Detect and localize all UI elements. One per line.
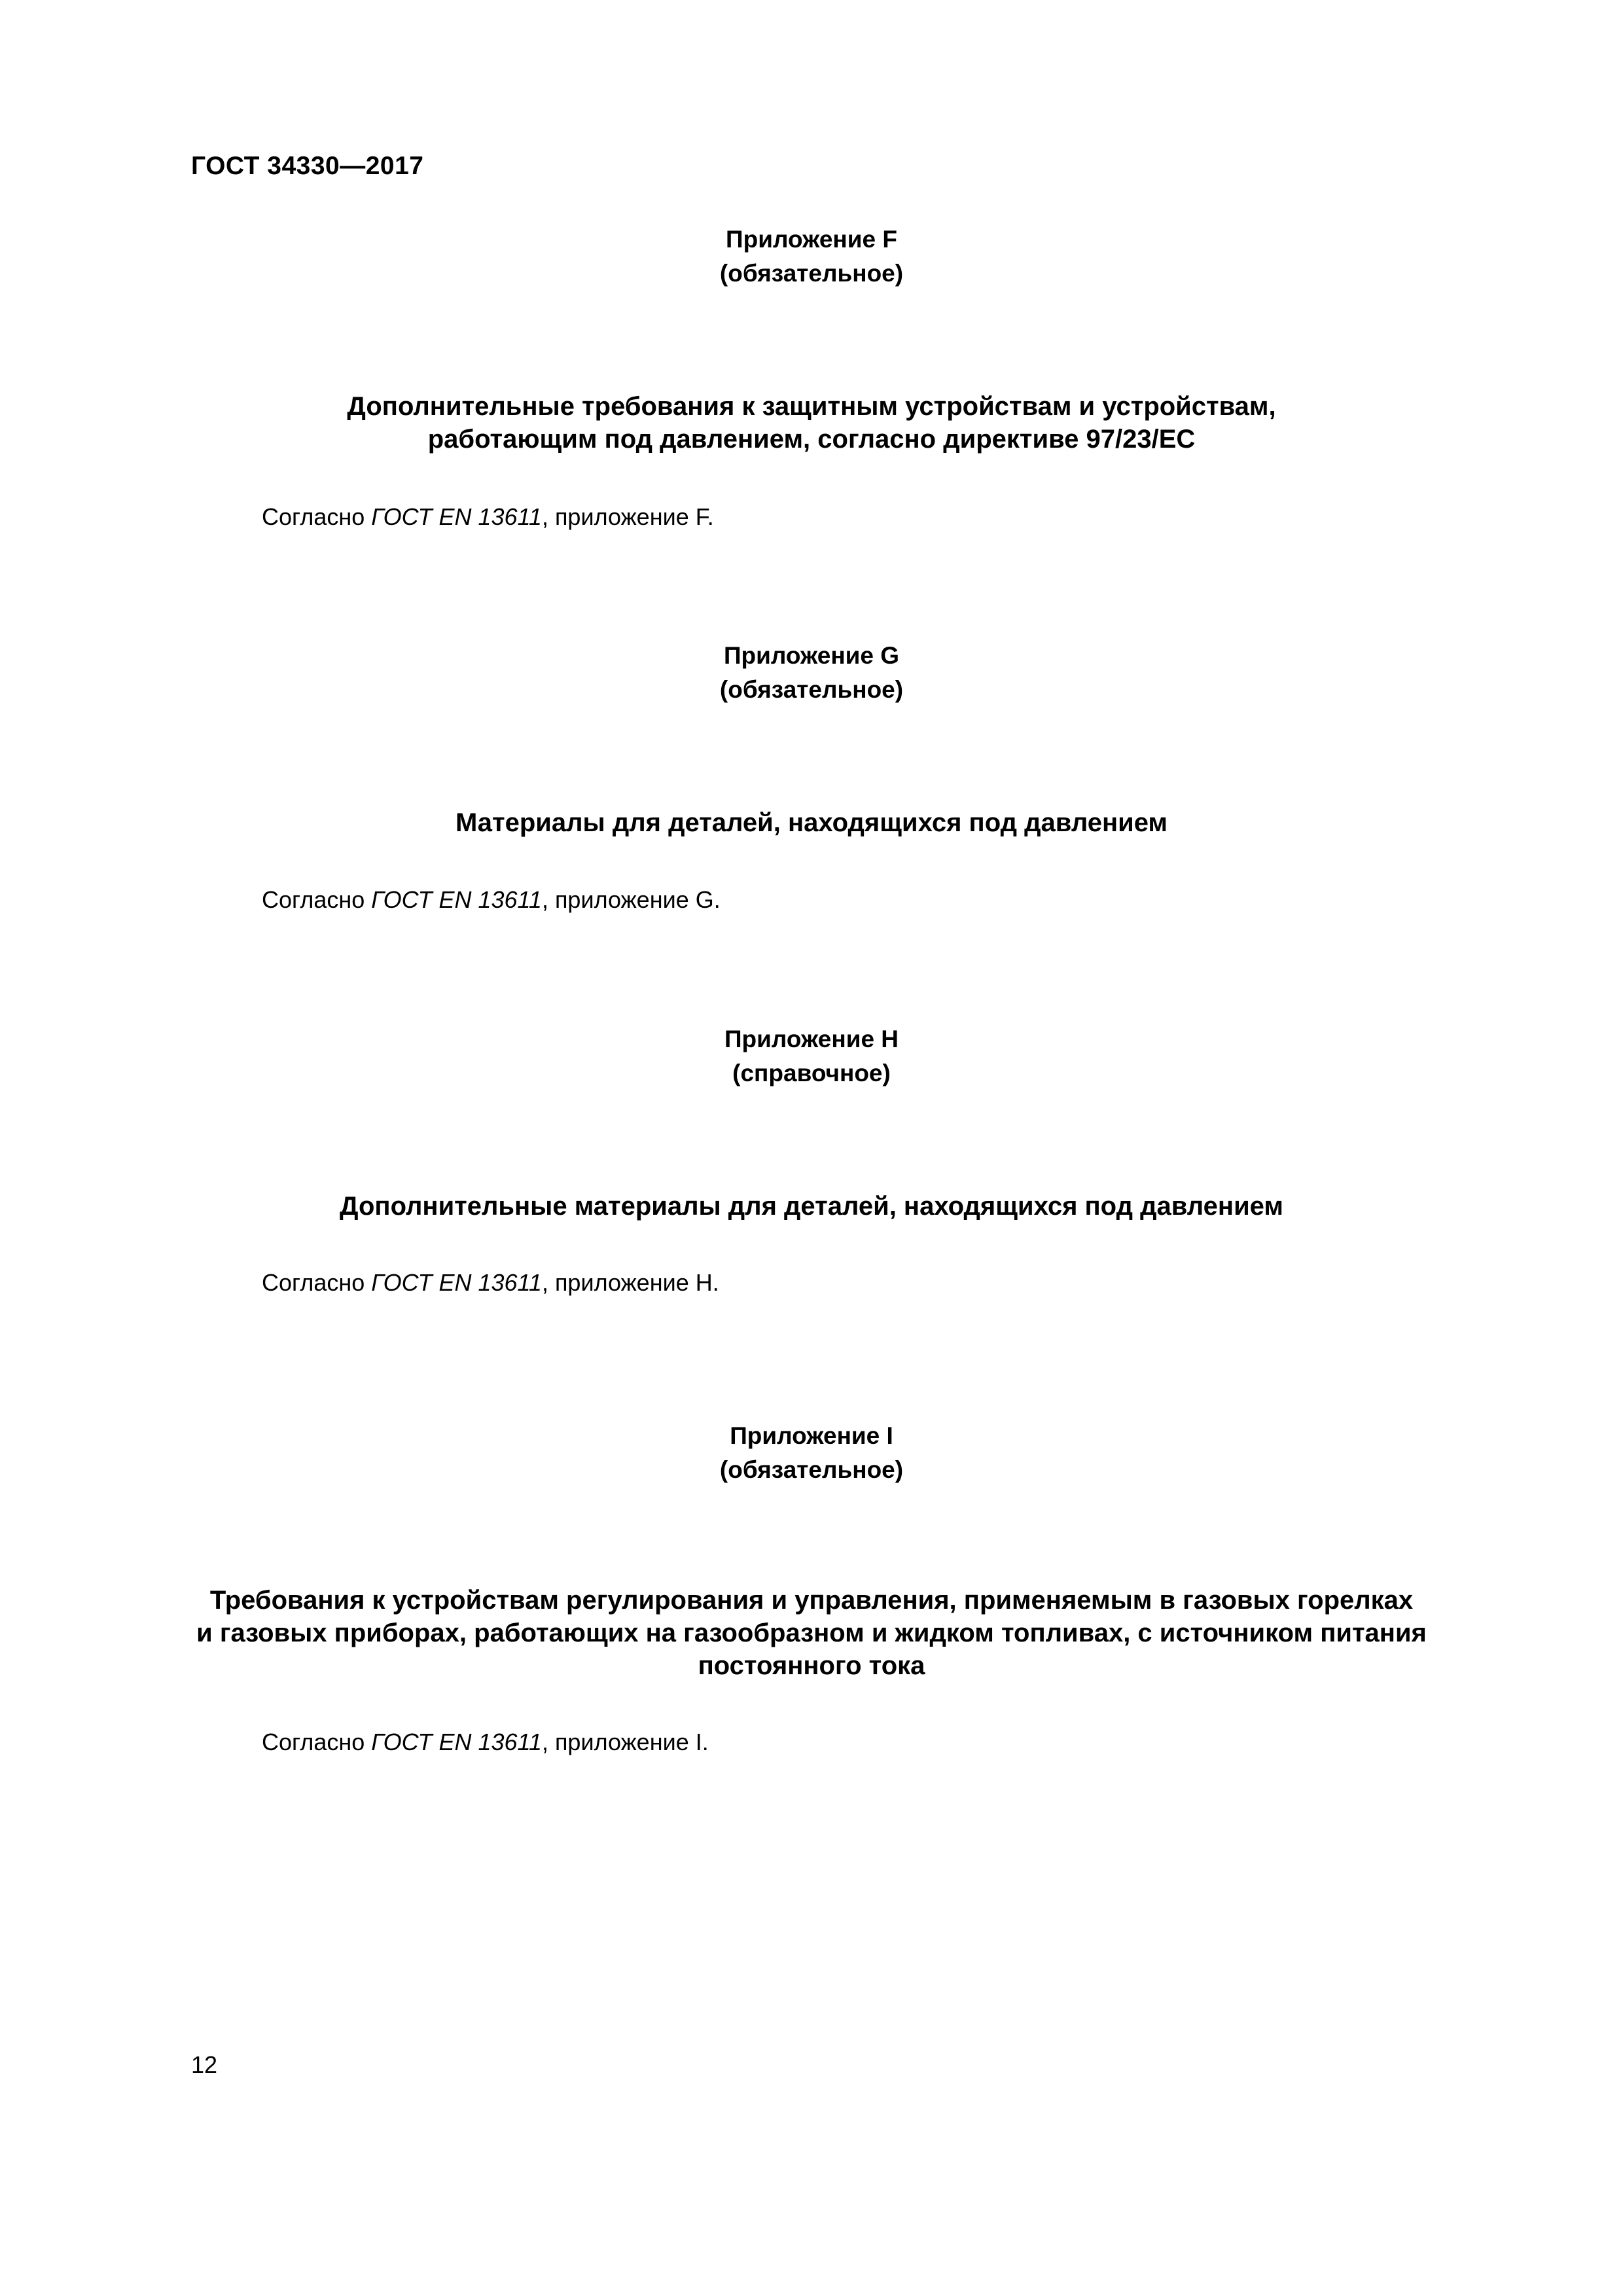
appendix-g-title xyxy=(0,639,1623,707)
appendix-f-reference: ГОСТ EN 13611 xyxy=(371,503,542,530)
appendix-i-heading-line-1: Требования к устройствам регулирования и управления, применяемым в газовых горелках xyxy=(209,1586,1414,1615)
appendix-h-status: (справочное) xyxy=(732,1060,891,1086)
appendix-f-heading xyxy=(157,390,1466,456)
appendix-h-text xyxy=(262,1268,719,1297)
appendix-i-label: Приложение I xyxy=(730,1422,893,1449)
appendix-g-text xyxy=(262,886,721,914)
appendix-g-reference: ГОСТ EN 13611 xyxy=(371,886,542,913)
appendix-i-title xyxy=(0,1419,1623,1487)
appendix-g-heading-line-1: Материалы для деталей, находящихся под давлением xyxy=(455,808,1168,837)
appendix-i-text-after: , приложение I. xyxy=(541,1729,709,1755)
appendix-g-text-after: , приложение G. xyxy=(541,886,721,913)
appendix-f-status: (обязательное) xyxy=(719,260,904,287)
appendix-f-text xyxy=(262,503,714,531)
appendix-f-heading-line-2: работающим под давлением, согласно директиве 97/23/ЕС xyxy=(427,425,1196,454)
appendix-g-status: (обязательное) xyxy=(719,676,904,703)
appendix-f-text-after: , приложение F. xyxy=(541,503,714,530)
appendix-i-text xyxy=(262,1728,709,1757)
appendix-i-heading-line-2: и газовых приборах, работающих на газообразном и жидком топливах, с источником питания xyxy=(196,1619,1427,1647)
appendix-f-text-before: Согласно xyxy=(262,503,372,530)
appendix-h-reference: ГОСТ EN 13611 xyxy=(371,1269,542,1296)
appendix-h-label: Приложение Н xyxy=(724,1026,899,1052)
appendix-f-heading-line-1: Дополнительные требования к защитным устройствам и устройствам, xyxy=(347,392,1276,421)
appendix-h-heading xyxy=(157,1190,1466,1223)
document-header: ГОСТ 34330—2017 xyxy=(191,152,424,180)
appendix-g-label: Приложение G xyxy=(723,642,900,669)
appendix-g-heading xyxy=(157,806,1466,839)
appendix-i-reference: ГОСТ EN 13611 xyxy=(371,1729,542,1755)
appendix-i-heading xyxy=(157,1584,1466,1682)
appendix-i-heading-line-3: постоянного тока xyxy=(698,1651,925,1680)
appendix-f-title xyxy=(0,223,1623,291)
page-number: 12 xyxy=(191,2051,218,2078)
appendix-f-label: Приложение F xyxy=(726,226,897,253)
appendix-i-status: (обязательное) xyxy=(719,1456,904,1483)
appendix-h-heading-line-1: Дополнительные материалы для деталей, находящихся под давлением xyxy=(340,1192,1283,1221)
appendix-h-text-before: Согласно xyxy=(262,1269,372,1296)
appendix-h-text-after: , приложение Н. xyxy=(541,1269,719,1296)
appendix-i-text-before: Согласно xyxy=(262,1729,372,1755)
appendix-g-text-before: Согласно xyxy=(262,886,372,913)
appendix-h-title xyxy=(0,1022,1623,1090)
